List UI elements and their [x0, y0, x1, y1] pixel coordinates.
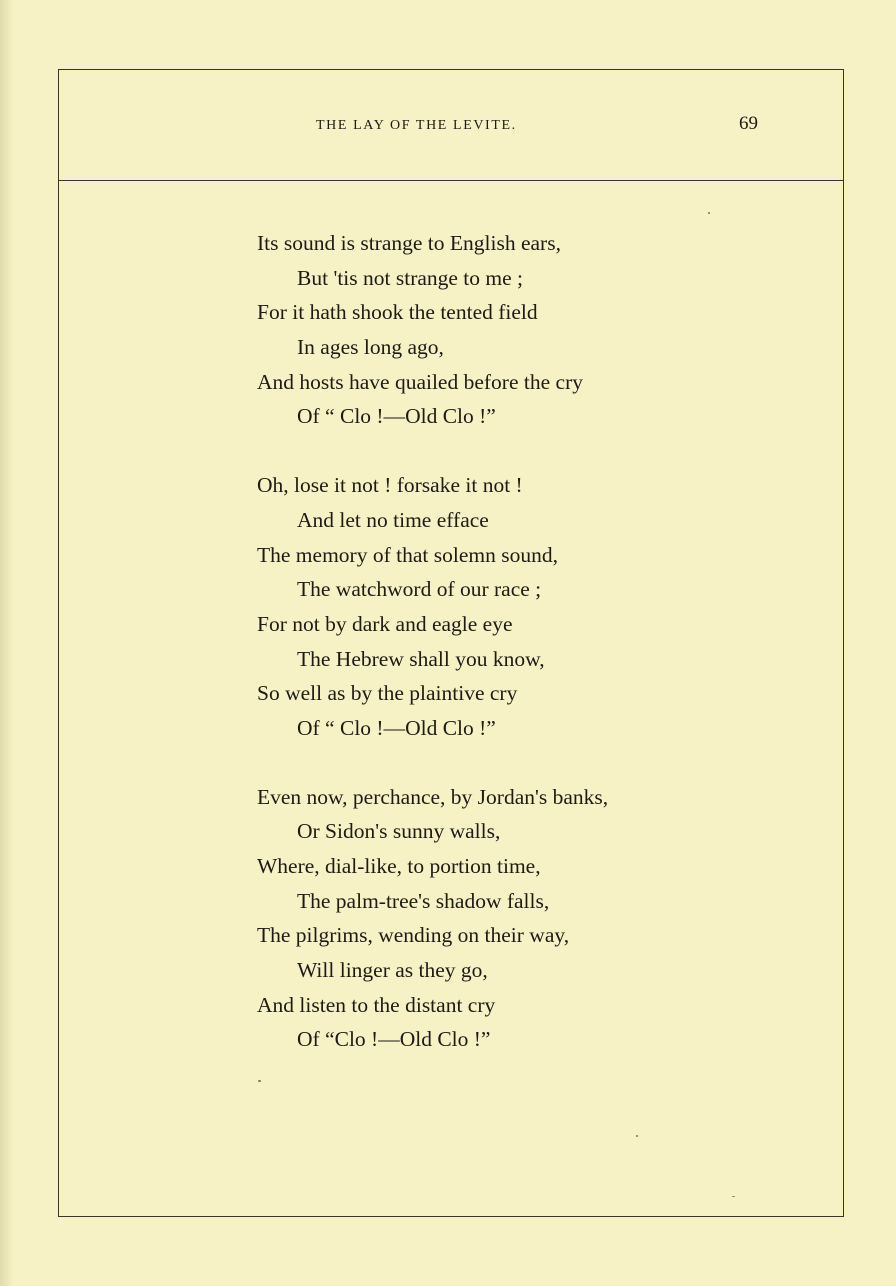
verse-line: For not by dark and eagle eye	[257, 611, 513, 636]
verse-line: In ages long ago,	[297, 335, 444, 360]
paper-speck	[636, 1135, 638, 1137]
running-head: THE LAY OF THE LEVITE.	[316, 118, 517, 133]
verse-line: The palm-tree's shadow falls,	[297, 888, 550, 913]
verse-line: Even now, perchance, by Jordan's banks,	[257, 784, 609, 809]
verse-line: The watchword of our race ;	[297, 577, 542, 602]
poem-body	[257, 226, 777, 1091]
verse-line: Or Sidon's sunny walls,	[297, 819, 501, 844]
verse-line: Its sound is strange to English ears,	[257, 231, 561, 255]
verse-line: Of “ Clo !—Old Clo !”	[297, 715, 496, 740]
paper-speck	[732, 1196, 735, 1197]
verse-line: But 'tis not strange to me ;	[297, 265, 524, 290]
verse-line: Of “Clo !—Old Clo !”	[297, 1027, 491, 1052]
stanza-2	[257, 468, 777, 746]
verse-line: Oh, lose it not ! forsake it not !	[257, 473, 523, 498]
verse-line: The memory of that solemn sound,	[257, 542, 558, 567]
stanza-3	[257, 780, 777, 1058]
paper-speck	[708, 212, 710, 214]
verse-line: And listen to the distant cry	[257, 992, 496, 1017]
verse-line: Will linger as they go,	[297, 958, 488, 983]
header-rule	[58, 180, 844, 181]
page-number: 69	[739, 113, 758, 134]
verse-line: And hosts have quailed before the cry	[257, 369, 583, 394]
verse-line: Where, dial-like, to portion time,	[257, 854, 541, 878]
stanza-1	[257, 226, 777, 434]
verse-line: And let no time efface	[297, 507, 489, 532]
paper-speck	[258, 1080, 261, 1082]
verse-line: The Hebrew shall you know,	[297, 646, 545, 671]
verse-line: The pilgrims, wending on their way,	[257, 923, 570, 948]
verse-line: So well as by the plaintive cry	[257, 681, 518, 706]
verse-line: For it hath shook the tented field	[257, 300, 538, 325]
page-edge-shadow	[0, 0, 14, 1286]
verse-line: Of “ Clo !—Old Clo !”	[297, 404, 496, 429]
